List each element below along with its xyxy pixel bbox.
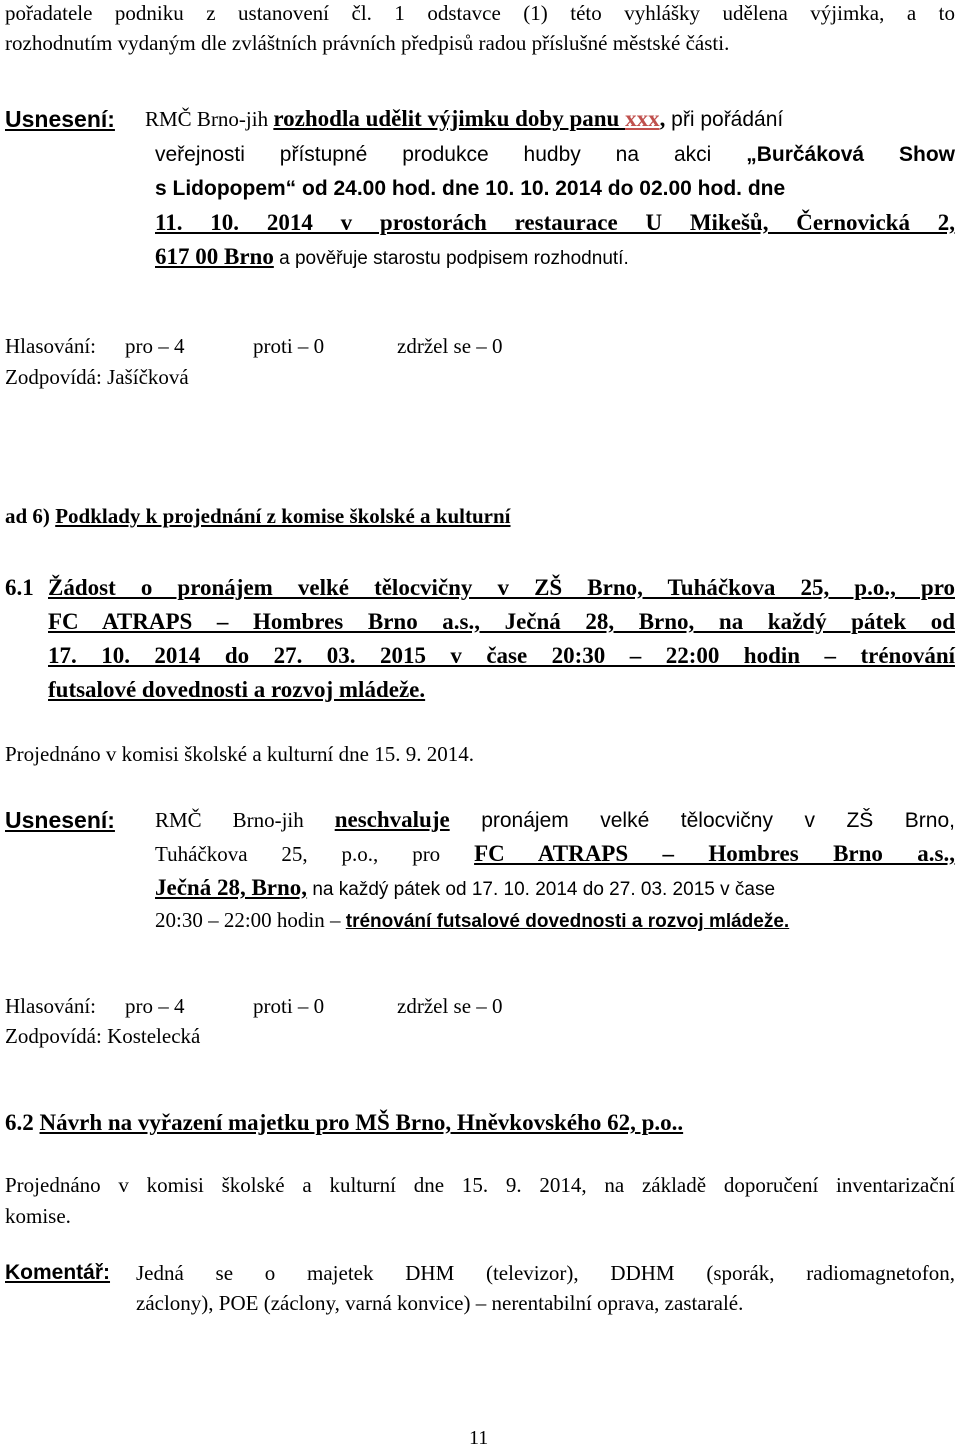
item-6-2-heading — [5, 1110, 683, 1136]
item-6-1-line-1: Žádost o pronájem velké tělocvičny v ZŠ Brno, Tuháčkova 25, p.o., pro — [48, 575, 955, 600]
comment-label: Komentář: — [5, 1261, 111, 1284]
section-6-number: ad 6) — [5, 504, 56, 528]
resolution-1-line-5 — [155, 244, 629, 272]
item-6-1-line-3: 17. 10. 2014 do 27. 03. 2015 v čase 20:30 – 22:00 hodin – trénování — [48, 643, 955, 668]
page-number: 11 — [469, 1427, 489, 1449]
vote-2-label: Hlasování: — [5, 994, 96, 1018]
resolution-2-line-4 — [155, 907, 789, 935]
item-6-1-line-4: futsalové dovednosti a rozvoj mládeže. — [48, 677, 426, 702]
section-6-heading — [5, 498, 511, 534]
resolution-1-decision: rozhodla udělit výjimku doby panu — [273, 106, 626, 131]
resolution-2-line-3 — [155, 875, 775, 903]
resolution-1-line-2 — [155, 142, 955, 168]
vote-2-pro: pro – 4 — [125, 994, 185, 1018]
resolution-1-name-placeholder: xxx — [625, 106, 660, 131]
resolution-1-event-name: „Burčáková Show — [746, 143, 955, 166]
resolution-2-purpose: trénování futsalové dovednosti a rozvoj mládeže. — [345, 911, 790, 932]
resolution-2-decision: neschvaluje — [334, 807, 450, 832]
item-6-2-title: Návrh na vyřazení majetku pro MŠ Brno, Hněvkovského 62, p.o.. — [39, 1110, 684, 1135]
intro-line-1: pořadatele podniku z ustanovení čl. 1 odstavce (1) této vyhlášky udělena výjimka, a to — [5, 1, 955, 25]
comment-line-1: Jedná se o majetek DHM (televizor), DDHM (sporák, radiomagnetofon, — [136, 1261, 955, 1285]
resolution-1-comma: , — [659, 106, 666, 131]
resolution-2-label: Usnesení: — [5, 807, 115, 833]
resolution-2-tenant-address: Ječná 28, Brno, — [155, 875, 308, 900]
resolution-1-text-c: a pověřuje starostu podpisem rozhodnutí. — [273, 248, 629, 269]
resolution-label: Usnesení: — [5, 106, 115, 132]
vote-2-responsible: Zodpovídá: Kostelecká — [5, 1024, 201, 1048]
item-6-2-number: 6.2 — [5, 1110, 40, 1135]
resolution-2-tenant: FC ATRAPS – Hombres Brno a.s., — [474, 841, 956, 866]
resolution-1-council: RMČ Brno-jih — [145, 107, 274, 131]
resolution-2-line-2 — [155, 841, 955, 867]
item-6-1-discussed: Projednáno v komisi školské a kulturní dne 15. 9. 2014. — [5, 742, 474, 766]
vote-1-responsible: Zodpovídá: Jašíčková — [5, 365, 189, 389]
resolution-1-line-4: 11. 10. 2014 v prostorách restaurace U Mikešů, Černovická 2, — [155, 210, 955, 235]
resolution-1-text-b: veřejnosti přístupné produkce hudby na akci — [155, 143, 747, 166]
vote-1-pro: pro – 4 — [125, 334, 185, 358]
item-6-2-paragraph-line-1: Projednáno v komisi školské a kulturní dne 15. 9. 2014, na základě doporučení inventarizační — [5, 1173, 955, 1197]
resolution-2-line-1 — [155, 807, 955, 834]
vote-1-label: Hlasování: — [5, 334, 96, 358]
item-6-1-number: 6.1 — [5, 575, 34, 600]
vote-1-proti: proti – 0 — [253, 334, 325, 358]
section-6-title: Podklady k projednání z komise školské a kulturní — [55, 504, 511, 528]
comment-line-2: záclony), POE (záclony, varná konvice) – nerentabilní oprava, zastaralé. — [136, 1291, 744, 1315]
vote-1-abstain: zdržel se – 0 — [397, 334, 503, 358]
resolution-2-council: RMČ Brno-jih — [155, 808, 335, 832]
resolution-2-time: 20:30 – 22:00 hodin – — [155, 908, 346, 932]
resolution-1-address-zip: 617 00 Brno — [155, 244, 274, 269]
resolution-2-text-b: Tuháčkova 25, p.o., pro — [155, 842, 475, 866]
resolution-2-text-c: na každý pátek od 17. 10. 2014 do 27. 03. 2015 v čase — [307, 879, 776, 900]
resolution-1-line-3: s Lidopopem“ od 24.00 hod. dne 10. 10. 2014 do 02.00 hod. dne — [155, 177, 786, 200]
intro-line-2: rozhodnutím vydaným dle zvláštních právních předpisů radou příslušné městské části. — [5, 31, 730, 55]
resolution-1-text-a: při pořádání — [665, 108, 784, 131]
vote-2-proti: proti – 0 — [253, 994, 325, 1018]
resolution-2-text-a: pronájem velké tělocvičny v ZŠ Brno, — [449, 809, 955, 832]
item-6-2-paragraph-line-2: komise. — [5, 1204, 71, 1228]
item-6-1-line-2: FC ATRAPS – Hombres Brno a.s., Ječná 28, Brno, na každý pátek od — [48, 609, 955, 634]
vote-2-abstain: zdržel se – 0 — [397, 994, 503, 1018]
resolution-1-line-1 — [145, 106, 783, 133]
